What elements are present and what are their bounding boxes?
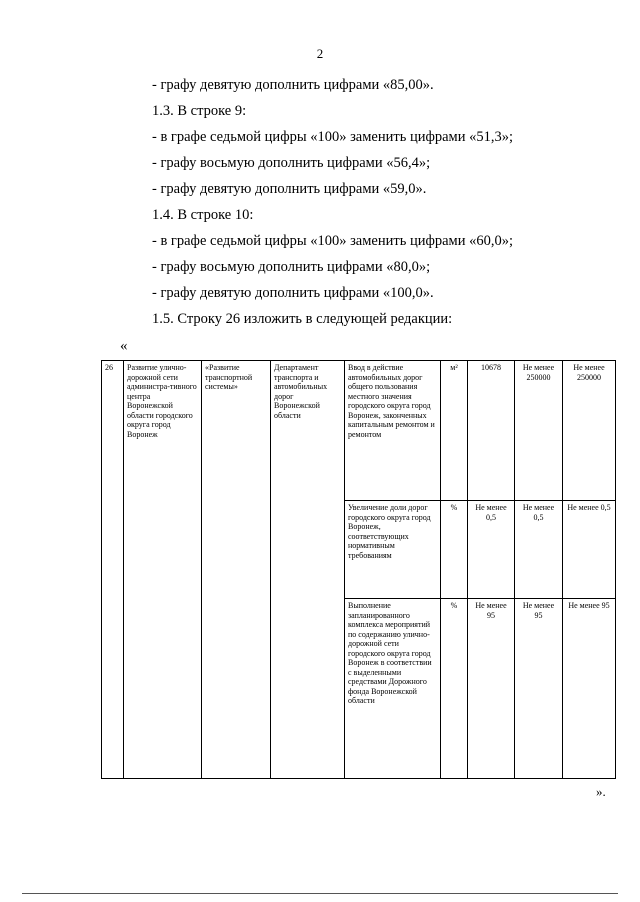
value-cell: Не менее 95	[515, 599, 563, 779]
paragraph-line: 1.4. В строке 10:	[152, 207, 254, 223]
value-cell: Не менее 0,5	[515, 501, 563, 599]
page-bottom-rule	[22, 893, 618, 894]
indicator-name-cell: Увеличение доли дорог городского округа город Воронеж, соответствующих нормативным требованиям	[345, 501, 441, 599]
value-cell: Не менее 250000	[563, 361, 616, 501]
paragraph-line: - графу девятую дополнить цифрами «59,0».	[152, 181, 427, 197]
paragraph-line: - в графе седьмой цифры «100» заменить цифрами «60,0»;	[152, 233, 514, 249]
program-cell: «Развитие транспортной системы»	[202, 361, 271, 779]
paragraph-line: - графу девятую дополнить цифрами «100,0».	[152, 285, 434, 301]
paragraph-line: 1.3. В строке 9:	[152, 103, 247, 119]
indicator-name-cell: Ввод в действие автомобильных дорог общего пользования местного значения городского округа город Воронеж, законченных капитальным ремонтом и ремонтом	[345, 361, 441, 501]
value-cell: Не менее 250000	[515, 361, 563, 501]
table-row	[102, 361, 616, 501]
value-cell: Не менее 0,5	[468, 501, 515, 599]
paragraph-line: - графу восьмую дополнить цифрами «56,4»;	[152, 155, 431, 171]
paragraph-line: 1.5. Строку 26 изложить в следующей редакции:	[152, 311, 453, 327]
paragraph-line: - в графе седьмой цифры «100» заменить цифрами «51,3»;	[152, 129, 514, 145]
unit-cell: м²	[441, 361, 468, 501]
executor-cell: Департамент транспорта и автомобильных дорог Воронежской области	[271, 361, 345, 779]
indicator-name-cell: Выполнение запланированного комплекса мероприятий по содержанию улично-дорожной сети городского округа город Воронеж в соответствии с выделенными средствами Дорожного фонда Воронежской области	[345, 599, 441, 779]
paragraph-line: - графу восьмую дополнить цифрами «80,0»;	[152, 259, 431, 275]
value-cell: 10678	[468, 361, 515, 501]
page-number: 2	[316, 46, 324, 61]
subprogram-cell: Развитие улично-дорожной сети администра-тивного центра Воронежской области городского округа город Воронеж	[124, 361, 202, 779]
paragraph-line: - графу девятую дополнить цифрами «85,00».	[152, 77, 434, 93]
unit-cell: %	[441, 501, 468, 599]
value-cell: Не менее 95	[563, 599, 616, 779]
indicator-table	[101, 360, 616, 779]
value-cell: Не менее 0,5	[563, 501, 616, 599]
opening-quote: «	[120, 338, 128, 354]
row-number-cell: 26	[102, 361, 124, 779]
unit-cell: %	[441, 599, 468, 779]
closing-quote: ».	[596, 784, 606, 799]
value-cell: Не менее 95	[468, 599, 515, 779]
